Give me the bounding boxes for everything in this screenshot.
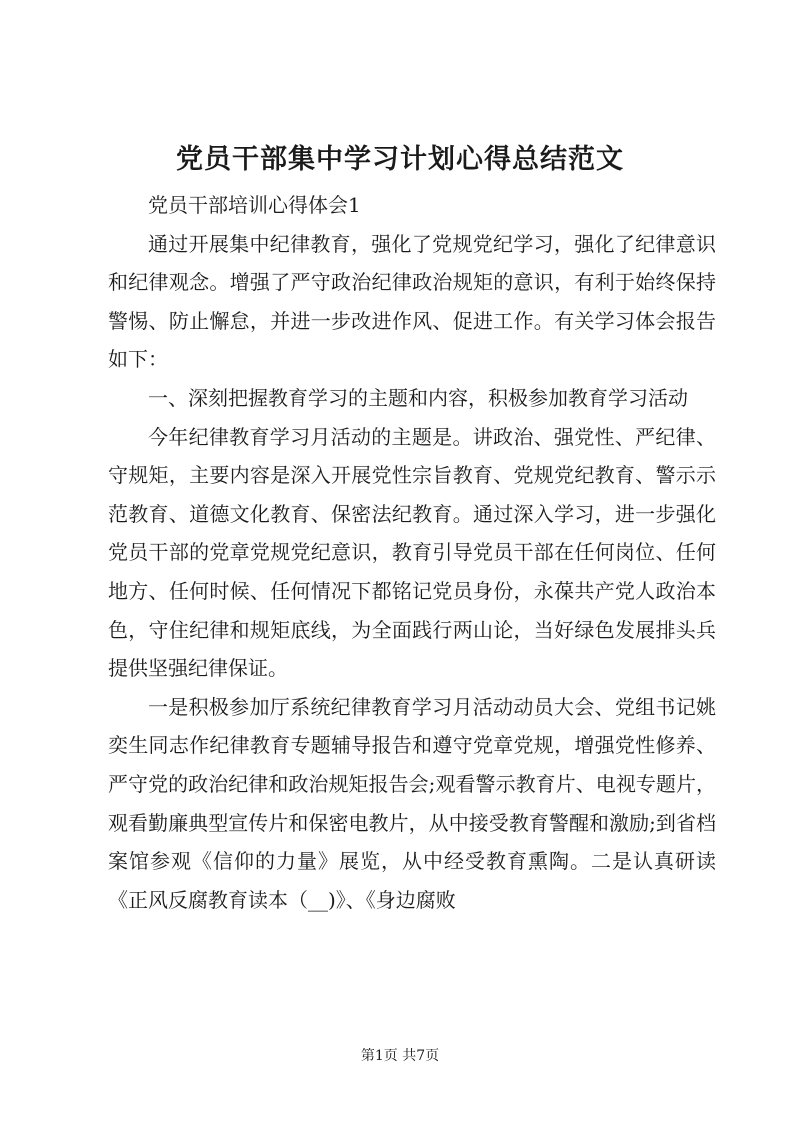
paragraph-section-heading: 一、深刻把握教育学习的主题和内容，积极参加教育学习活动 [148, 385, 688, 410]
document-title: 党员干部集中学习计划心得总结范文 [176, 144, 624, 175]
page-number-footer: 第1页 共7页 [360, 1048, 440, 1064]
paragraph-intro: 通过开展集中纪律教育，强化了党规党纪学习，强化了纪律意识和纪律观念。增强了严守政治纪律政治规矩的意识，有利于始终保持警惕、防止懈怠，并进一步改进作风、促进工作。有关学习体会报告如下： [108, 231, 716, 372]
paragraph-subtitle: 党员干部培训心得体会1 [148, 193, 361, 217]
document-body [108, 186, 716, 919]
paragraph-activities: 一是积极参加厅系统纪律教育学习月活动动员大会、党组书记姚奕生同志作纪律教育专题辅导报告和遵守党章党规，增强党性修养、严守党的政治纪律和政治规矩报告会;观看警示教育片、电视专题片，观看勤廉典型宣传片和保密电教片，从中接受教育警醒和激励;到省档案馆参观《信仰的力量》展览，从中经受教育熏陶。二是认真研读《正风反腐教育读本（__)》、《身边腐败 [108, 694, 716, 912]
paragraph-theme: 今年纪律教育学习月活动的主题是。讲政治、强党性、严纪律、守规矩，主要内容是深入开展党性宗旨教育、党规党纪教育、警示示范教育、道德文化教育、保密法纪教育。通过深入学习，进一步强化党员干部的党章党规党纪意识，教育引导党员干部在任何岗位、任何地方、任何时候、任何情况下都铭记党员身份，永葆共产党人政治本色，守住纪律和规矩底线，为全面践行两山论，当好绿色发展排头兵提供坚强纪律保证。 [108, 424, 716, 681]
